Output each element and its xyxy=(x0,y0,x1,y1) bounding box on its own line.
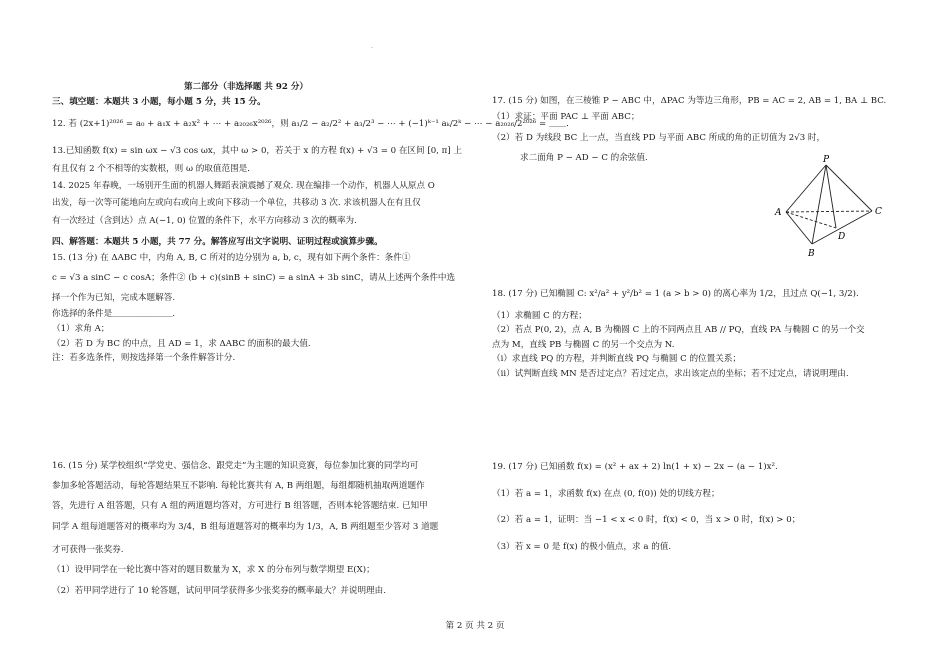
edge-pb xyxy=(812,165,826,244)
edge-pc xyxy=(826,165,872,211)
question-12: 12. 若 (2x+1)²⁰²⁶ = a₀ + a₁x + a₂x² + ⋯ + a₂₀₂₆x²⁰²⁶，则 a₁/2 − a₂/2² + a₃/2³ − ⋯ + (−1)ᵏ⁻¹ aₖ/2ᵏ − ⋯ − a₂₀₂₆/2²⁰²⁶ = ＿＿． xyxy=(52,119,575,129)
edge-pd xyxy=(826,165,836,228)
question-13-line-2: 有且仅有 2 个不相等的实数根，则 ω 的取值范围是． xyxy=(52,164,256,174)
question-14-line-1: 14. 2025 年春晚，一场别开生面的机器人舞蹈表演震撼了观众. 现在编排一个动作，机器人从原点 O xyxy=(52,181,435,191)
label-p: P xyxy=(823,155,830,165)
question-15-line-6: （2）若 D 为 BC 的中点，且 AD = 1，求 ΔABC 的面积的最大值. xyxy=(52,339,311,349)
question-18-line-1: 18. (17 分) 已知椭圆 C: x²/a² + y²/b² = 1 (a > b > 0) 的离心率为 1/2，且过点 Q(−1, 3/2). xyxy=(492,289,859,299)
question-19-line-1: 19. (17 分) 已知函数 f(x) = (x² + ax + 2) ln(1 + x) − 2x − (a − 1)x². xyxy=(492,462,778,472)
part4-heading: 四、解答题：本题共 5 小题，共 77 分。解答应写出文字说明、证明过程或演算步骤。 xyxy=(52,237,383,247)
label-a: A xyxy=(775,208,782,218)
label-c: C xyxy=(875,207,882,217)
page-footer: 第 2 页 共 2 页 xyxy=(445,621,505,631)
question-14-line-2: 出发，每一次等可能地向左或向右或向上或向下移动一个单位，共移动 3 次. 求该机器人在有且仅 xyxy=(52,198,421,208)
question-18-line-3: （2）若点 P(0, 2)，点 A, B 为椭圆 C 上的不同两点且 AB // PQ，直线 PA 与椭圆 C 的另一个交 xyxy=(492,325,865,335)
edge-ac xyxy=(786,211,872,212)
section-title: 第二部分（非选择题 共 92 分） xyxy=(183,82,309,92)
question-16-line-2: 参加多轮答题活动，每轮答题结果互不影响. 每轮比赛共有 A, B 两组题，每组都随机抽取两道题作 xyxy=(52,481,425,491)
question-18-line-5: （ⅰ）求直线 PQ 的方程，并判断直线 PQ 与椭圆 C 的位置关系； xyxy=(492,354,742,364)
question-16-line-4: 同学 A 组每道题答对的概率均为 3/4，B 组每道题答对的概率均为 1/3，A, B 两组题至少答对 3 道题 xyxy=(52,522,439,532)
part3-heading: 三、填空题：本题共 3 小题，每小题 5 分，共 15 分。 xyxy=(52,97,266,107)
question-16-line-1: 16. (15 分) 某学校组织“学党史、强信念、跟党走”为主题的知识竞赛，每位参加比赛的同学均可 xyxy=(52,461,419,471)
question-16-line-6: （1）设甲同学在一轮比赛中答对的题目数量为 X，求 X 的分布列与数学期望 E(X)； xyxy=(52,565,375,575)
label-b: B xyxy=(808,249,815,259)
question-18-line-6: （ⅱ）试判断直线 MN 是否过定点？若过定点，求出该定点的坐标；若不过定点，请说明理由. xyxy=(492,369,849,379)
question-15-line-3: 择一个作为已知，完成本题解答. xyxy=(52,293,176,303)
question-19-line-3: （2）若 a = 1，证明：当 −1 < x < 0 时，f(x) < 0，当 x > 0 时，f(x) > 0； xyxy=(492,515,801,525)
question-15-line-1: 15. (13 分) 在 ΔABC 中，内角 A, B, C 所对的边分别为 a, b, c，现有如下两个条件：条件① xyxy=(52,253,411,263)
question-15-line-7: 注：若多选条件，则按选择第一个条件解答计分. xyxy=(52,353,236,363)
edge-pa xyxy=(786,165,826,212)
question-16-line-5: 才可获得一张奖券. xyxy=(52,545,124,555)
question-19-line-2: （1）若 a = 1，求函数 f(x) 在点 (0, f(0)) 处的切线方程； xyxy=(492,489,720,499)
edge-ab xyxy=(786,212,812,244)
question-15-line-2: c = √3 a sinC − c cosA；条件② (b + c)(sinB + sinC) = a sinA + 3b sinC，请从上述两个条件中选 xyxy=(52,273,456,283)
question-13-line-1: 13.已知函数 f(x) = sin ωx − √3 cos ωx，其中 ω > 0，若关于 x 的方程 f(x) + √3 = 0 在区间 [0, π] 上 xyxy=(52,146,462,156)
label-d: D xyxy=(838,232,846,242)
question-16-line-7: （2）若甲同学进行了 10 轮答题，试问甲同学获得多少张奖券的概率最大？并说明理由. xyxy=(52,586,386,596)
question-16-line-3: 答，先进行 A 组答题，只有 A 组的两道题均答对，方可进行 B 组答题，否则本轮答题结束. 已知甲 xyxy=(52,501,428,511)
edge-ad xyxy=(786,212,836,228)
question-17-line-1: 17. (15 分) 如图，在三棱锥 P − ABC 中，ΔPAC 为等边三角形，PB = AC = 2, AB = 1, BA ⊥ BC. xyxy=(492,96,887,106)
question-17-line-4: 求二面角 P − AD − C 的余弦值. xyxy=(520,153,648,163)
question-15-line-4: 你选择的条件是＿＿＿＿＿＿＿. xyxy=(52,309,176,319)
question-17-line-3: （2）若 D 为线段 BC 上一点，当直线 PD 与平面 ABC 所成的角的正切值为 2√3 时， xyxy=(492,133,826,143)
question-17-line-2: （1）求证：平面 PAC ⊥ 平面 ABC； xyxy=(492,112,640,122)
tetrahedron-figure xyxy=(770,152,890,262)
question-19-line-4: （3）若 x = 0 是 f(x) 的极小值点，求 a 的值. xyxy=(492,542,672,552)
question-18-line-4: 点为 M，直线 PB 与椭圆 C 的另一个交点为 N. xyxy=(492,340,675,350)
question-14-line-3: 有一次经过（含到达）点 A(−1, 0) 位置的条件下，水平方向移动 3 次的概率为. xyxy=(52,216,357,226)
top-mark: · xyxy=(371,44,374,52)
question-15-line-5: （1）求角 A； xyxy=(52,324,110,334)
question-18-line-2: （1）求椭圆 C 的方程； xyxy=(492,311,587,321)
